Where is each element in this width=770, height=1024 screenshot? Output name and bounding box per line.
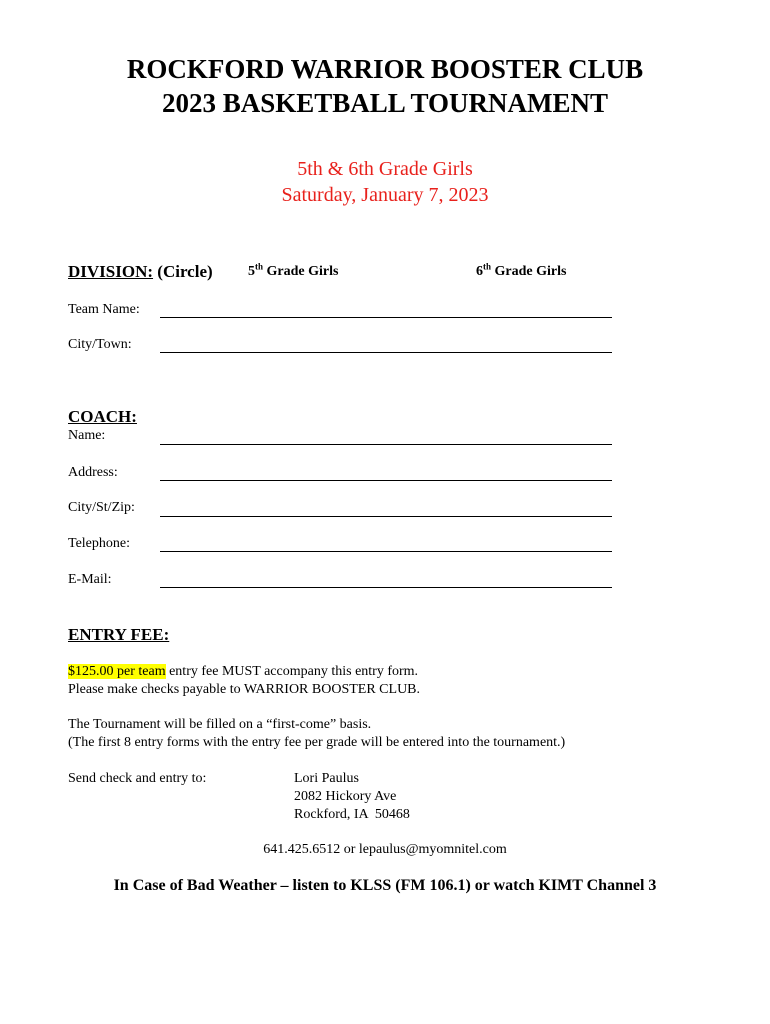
team-name-label: Team Name:	[68, 302, 140, 317]
subtitle	[0, 156, 770, 208]
address-city: Rockford, IA 50468	[294, 807, 410, 822]
fee-amount-highlight: $125.00 per team	[68, 664, 166, 679]
title-line-2: 2023 BASKETBALL TOURNAMENT	[161, 88, 609, 118]
address-name: Lori Paulus	[294, 771, 359, 786]
entry-fee-text	[68, 663, 420, 699]
fee-line	[68, 663, 420, 681]
coach-address-label: Address:	[68, 465, 118, 480]
checks-payable-line: Please make checks payable to WARRIOR BOOSTER CLUB.	[68, 682, 421, 697]
fee-rest: entry fee MUST accompany this entry form.	[165, 664, 419, 679]
coach-name-label: Name:	[68, 428, 106, 443]
subtitle-grades: 5th & 6th Grade Girls	[297, 158, 473, 180]
division-option-6th[interactable]	[476, 261, 567, 280]
coach-telephone-label: Telephone:	[68, 536, 130, 551]
subtitle-date: Saturday, January 7, 2023	[281, 184, 489, 206]
coach-name-field[interactable]	[160, 444, 612, 445]
coach-city-st-zip-label: City/St/Zip:	[68, 500, 135, 515]
contact-info: 641.425.6512 or lepaulus@myomnitel.com	[263, 842, 507, 857]
mailing-address	[294, 770, 410, 824]
first-come-line: The Tournament will be filled on a “first-come” basis.	[68, 717, 372, 732]
entry-fee-heading: ENTRY FEE:	[68, 625, 170, 644]
coach-city-st-zip-field[interactable]	[160, 516, 612, 517]
coach-heading: COACH:	[68, 407, 137, 426]
title-line-1: ROCKFORD WARRIOR BOOSTER CLUB	[126, 54, 644, 84]
city-town-label: City/Town:	[68, 337, 132, 352]
weather-notice: In Case of Bad Weather – listen to KLSS (FM 106.1) or watch KIMT Channel 3	[113, 877, 657, 894]
option-5th-num: 5	[248, 264, 255, 279]
option-5th-sup: th	[255, 261, 264, 272]
team-name-field[interactable]	[160, 317, 612, 318]
option-6th-text: Grade Girls	[491, 264, 567, 279]
city-town-field[interactable]	[160, 352, 612, 353]
page-title	[0, 52, 770, 120]
tournament-fill-text	[68, 716, 565, 752]
division-label	[68, 262, 213, 282]
option-5th-text: Grade Girls	[263, 264, 339, 279]
address-street: 2082 Hickory Ave	[294, 789, 397, 804]
division-option-5th[interactable]	[248, 261, 339, 280]
option-6th-sup: th	[483, 261, 492, 272]
first-eight-line: (The first 8 entry forms with the entry fee per grade will be entered into the tournament.)	[68, 735, 566, 750]
coach-address-field[interactable]	[160, 480, 612, 481]
coach-email-field[interactable]	[160, 587, 612, 588]
division-hint: (Circle)	[157, 262, 213, 281]
coach-telephone-field[interactable]	[160, 551, 612, 552]
option-6th-num: 6	[476, 264, 483, 279]
coach-email-label: E-Mail:	[68, 572, 112, 587]
division-heading: DIVISION:	[68, 262, 154, 281]
send-label: Send check and entry to:	[68, 771, 207, 786]
